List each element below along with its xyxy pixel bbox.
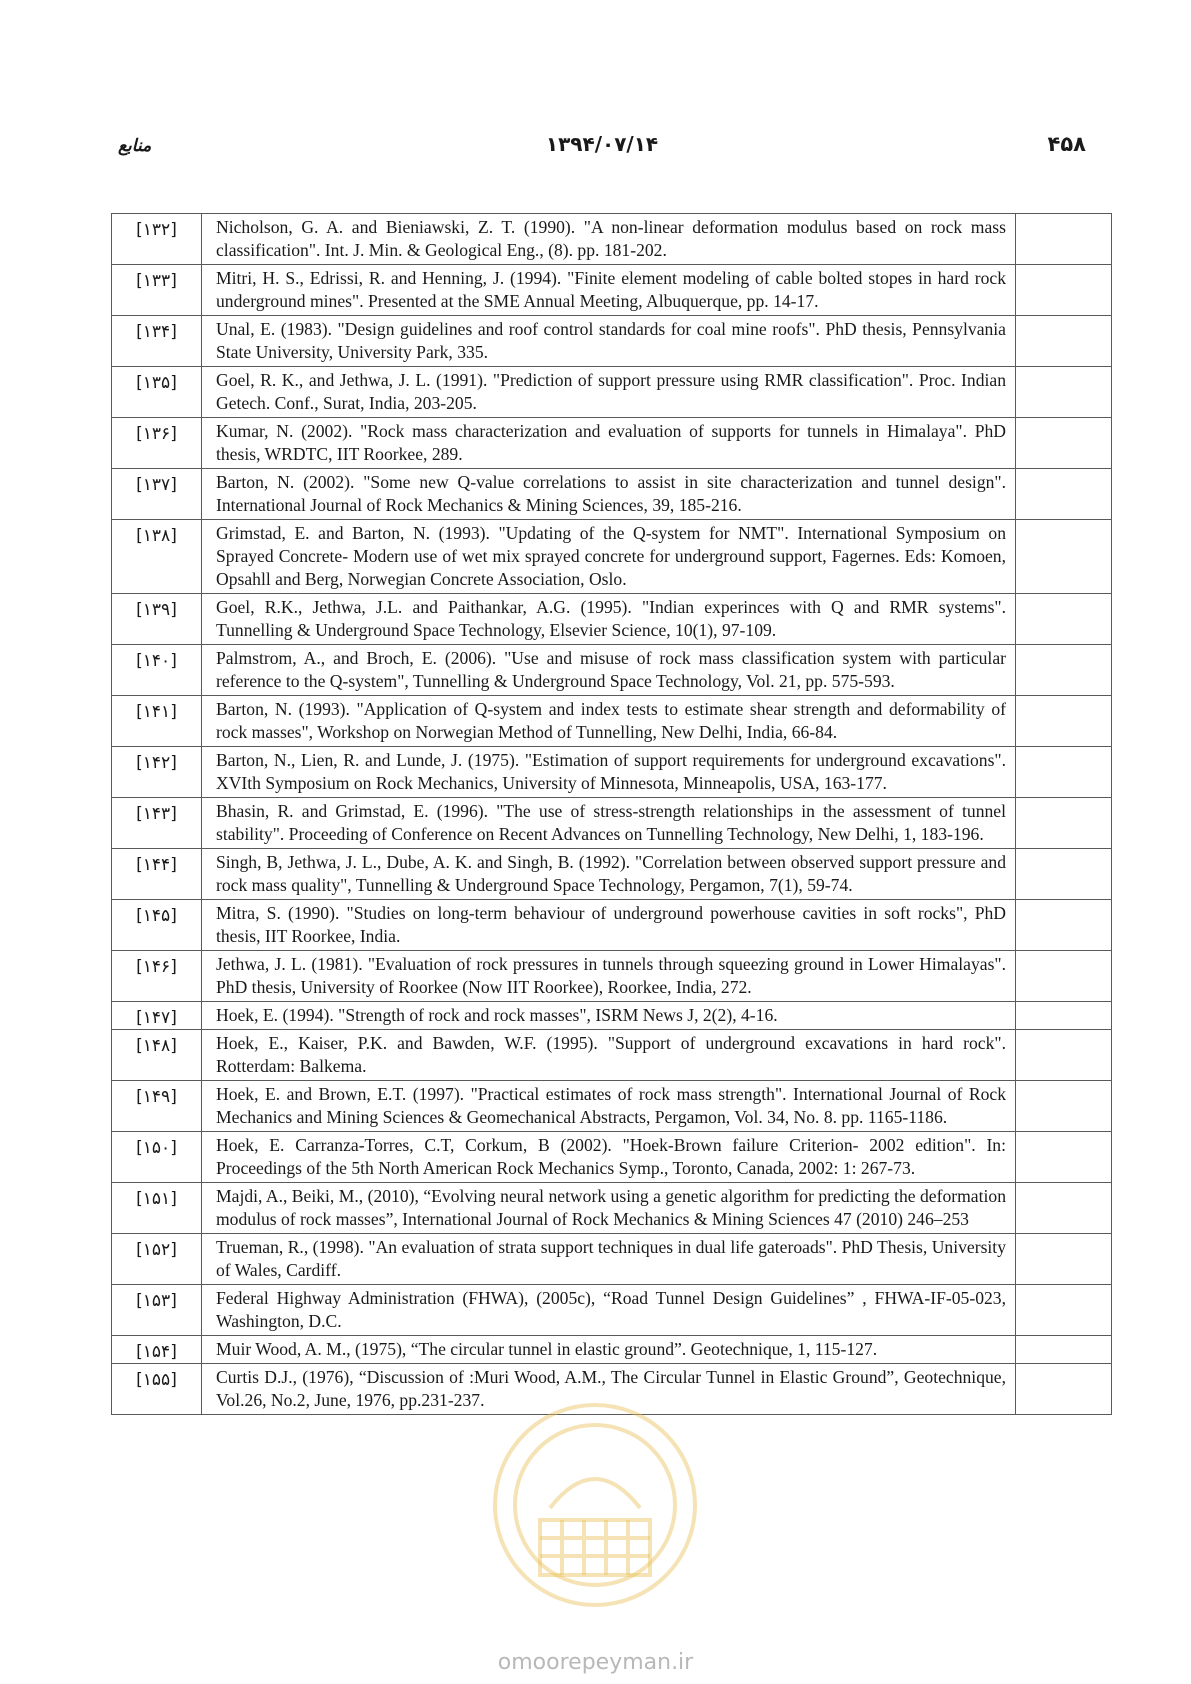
reference-number: [۱۵۱] bbox=[112, 1183, 202, 1234]
reference-text: Goel, R. K., and Jethwa, J. L. (1991). "Prediction of support pressure using RMR classification". Proc. Indian Getech. Conf., Surat, India, 203-205. bbox=[202, 367, 1016, 418]
reference-blank-cell bbox=[1016, 645, 1112, 696]
reference-blank-cell bbox=[1016, 1081, 1112, 1132]
reference-row bbox=[112, 747, 1112, 798]
reference-row bbox=[112, 1336, 1112, 1364]
reference-row bbox=[112, 1234, 1112, 1285]
reference-row bbox=[112, 1081, 1112, 1132]
reference-number: [۱۵۲] bbox=[112, 1234, 202, 1285]
reference-text: Jethwa, J. L. (1981). "Evaluation of rock pressures in tunnels through squeezing ground in Lower Himalayas". PhD thesis, University of Roorkee (Now IIT Roorkee), Roorkee, India, 272. bbox=[202, 951, 1016, 1002]
reference-text: Barton, N., Lien, R. and Lunde, J. (1975). "Estimation of support requirements for underground excavations". XVIth Symposium on Rock Mechanics, University of Minnesota, Minneapolis, USA, 163-177. bbox=[202, 747, 1016, 798]
reference-row bbox=[112, 1030, 1112, 1081]
reference-text: Goel, R.K., Jethwa, J.L. and Paithankar, A.G. (1995). "Indian experinces with Q and RMR systems". Tunnelling & Underground Space Technology, Elsevier Science, 10(1), 97-109. bbox=[202, 594, 1016, 645]
section-title: منابع bbox=[118, 136, 152, 156]
reference-number: [۱۴۹] bbox=[112, 1081, 202, 1132]
reference-row bbox=[112, 798, 1112, 849]
reference-blank-cell bbox=[1016, 1234, 1112, 1285]
reference-number: [۱۳۹] bbox=[112, 594, 202, 645]
reference-blank-cell bbox=[1016, 951, 1112, 1002]
reference-blank-cell bbox=[1016, 696, 1112, 747]
reference-blank-cell bbox=[1016, 214, 1112, 265]
reference-number: [۱۵۵] bbox=[112, 1364, 202, 1415]
reference-text: Kumar, N. (2002). "Rock mass characterization and evaluation of supports for tunnels in Himalaya". PhD thesis, WRDTC, IIT Roorkee, 289. bbox=[202, 418, 1016, 469]
reference-number: [۱۳۲] bbox=[112, 214, 202, 265]
reference-text: Curtis D.J., (1976), “Discussion of :Muri Wood, A.M., The Circular Tunnel in Elastic Ground”, Geotechnique, Vol.26, No.2, June, 1976, pp.231-237. bbox=[202, 1364, 1016, 1415]
reference-text: Barton, N. (2002). "Some new Q-value correlations to assist in site characterization and tunnel design". International Journal of Rock Mechanics & Mining Sciences, 39, 185-216. bbox=[202, 469, 1016, 520]
reference-number: [۱۴۶] bbox=[112, 951, 202, 1002]
page-number: ۴۵۸ bbox=[1047, 132, 1086, 156]
reference-blank-cell bbox=[1016, 1132, 1112, 1183]
reference-text: Unal, E. (1983). "Design guidelines and roof control standards for coal mine roofs". PhD thesis, Pennsylvania State University, University Park, 335. bbox=[202, 316, 1016, 367]
reference-text: Hoek, E. Carranza-Torres, C.T, Corkum, B (2002). "Hoek-Brown failure Criterion- 2002 edition". In: Proceedings of the 5th North American Rock Mechanics Symp., Toronto, Canada, 2002: 1: 267-73. bbox=[202, 1132, 1016, 1183]
reference-blank-cell bbox=[1016, 798, 1112, 849]
reference-row bbox=[112, 367, 1112, 418]
reference-number: [۱۳۴] bbox=[112, 316, 202, 367]
reference-number: [۱۵۳] bbox=[112, 1285, 202, 1336]
reference-text: Barton, N. (1993). "Application of Q-system and index tests to estimate shear strength and deformability of rock masses", Workshop on Norwegian Method of Tunnelling, New Delhi, India, 66-84. bbox=[202, 696, 1016, 747]
reference-text: Singh, B, Jethwa, J. L., Dube, A. K. and Singh, B. (1992). "Correlation between observed support pressure and rock mass quality", Tunnelling & Underground Space Technology, Pergamon, 7(1), 59-74. bbox=[202, 849, 1016, 900]
reference-blank-cell bbox=[1016, 1364, 1112, 1415]
reference-text: Bhasin, R. and Grimstad, E. (1996). "The use of stress-strength relationships in the assessment of tunnel stability". Proceeding of Conference on Recent Advances on Tunnelling Technology, New Delhi, 1, 183-196. bbox=[202, 798, 1016, 849]
reference-number: [۱۴۳] bbox=[112, 798, 202, 849]
page-header bbox=[118, 128, 1086, 168]
reference-row bbox=[112, 316, 1112, 367]
reference-blank-cell bbox=[1016, 1285, 1112, 1336]
reference-number: [۱۳۳] bbox=[112, 265, 202, 316]
reference-blank-cell bbox=[1016, 1030, 1112, 1081]
reference-row bbox=[112, 645, 1112, 696]
reference-blank-cell bbox=[1016, 418, 1112, 469]
reference-number: [۱۳۵] bbox=[112, 367, 202, 418]
reference-blank-cell bbox=[1016, 367, 1112, 418]
reference-row bbox=[112, 418, 1112, 469]
reference-number: [۱۴۸] bbox=[112, 1030, 202, 1081]
reference-row bbox=[112, 1364, 1112, 1415]
reference-blank-cell bbox=[1016, 265, 1112, 316]
reference-blank-cell bbox=[1016, 1183, 1112, 1234]
header-date: ۱۳۹۴/۰۷/۱۴ bbox=[545, 132, 659, 156]
reference-blank-cell bbox=[1016, 594, 1112, 645]
reference-blank-cell bbox=[1016, 316, 1112, 367]
reference-blank-cell bbox=[1016, 520, 1112, 594]
reference-text: Grimstad, E. and Barton, N. (1993). "Updating of the Q-system for NMT". International Symposium on Sprayed Concrete- Modern use of wet mix sprayed concrete for underground support, Fagernes. Eds: Komoen, Opsahll and Berg, Norwegian Concrete Association, Oslo. bbox=[202, 520, 1016, 594]
reference-row bbox=[112, 469, 1112, 520]
reference-text: Hoek, E. (1994). "Strength of rock and rock masses", ISRM News J, 2(2), 4-16. bbox=[202, 1002, 1016, 1030]
reference-text: Mitra, S. (1990). "Studies on long-term behaviour of underground powerhouse cavities in soft rocks", PhD thesis, IIT Roorkee, India. bbox=[202, 900, 1016, 951]
reference-row bbox=[112, 900, 1112, 951]
reference-text: Majdi, A., Beiki, M., (2010), “Evolving neural network using a genetic algorithm for predicting the deformation modulus of rock masses”, International Journal of Rock Mechanics & Mining Sciences 47 (2010) 246–253 bbox=[202, 1183, 1016, 1234]
reference-row bbox=[112, 1183, 1112, 1234]
reference-text: Trueman, R., (1998). "An evaluation of strata support techniques in dual life gateroads". PhD Thesis, University of Wales, Cardiff. bbox=[202, 1234, 1016, 1285]
reference-row bbox=[112, 1285, 1112, 1336]
reference-number: [۱۴۲] bbox=[112, 747, 202, 798]
reference-number: [۱۴۰] bbox=[112, 645, 202, 696]
reference-text: Nicholson, G. A. and Bieniawski, Z. T. (1990). "A non-linear deformation modulus based on rock mass classification". Int. J. Min. & Geological Eng., (8). pp. 181-202. bbox=[202, 214, 1016, 265]
reference-row bbox=[112, 594, 1112, 645]
reference-number: [۱۴۵] bbox=[112, 900, 202, 951]
reference-number: [۱۴۷] bbox=[112, 1002, 202, 1030]
reference-number: [۱۳۸] bbox=[112, 520, 202, 594]
reference-row bbox=[112, 696, 1112, 747]
reference-number: [۱۴۱] bbox=[112, 696, 202, 747]
reference-text: Palmstrom, A., and Broch, E. (2006). "Use and misuse of rock mass classification system with particular reference to the Q-system", Tunnelling & Underground Space Technology, Vol. 21, pp. 575-593. bbox=[202, 645, 1016, 696]
reference-blank-cell bbox=[1016, 900, 1112, 951]
reference-number: [۱۳۷] bbox=[112, 469, 202, 520]
reference-number: [۱۵۴] bbox=[112, 1336, 202, 1364]
reference-text: Mitri, H. S., Edrissi, R. and Henning, J. (1994). "Finite element modeling of cable bolted stopes in hard rock underground mines". Presented at the SME Annual Meeting, Albuquerque, pp. 14-17. bbox=[202, 265, 1016, 316]
reference-row bbox=[112, 849, 1112, 900]
reference-number: [۱۵۰] bbox=[112, 1132, 202, 1183]
reference-row bbox=[112, 520, 1112, 594]
reference-row bbox=[112, 265, 1112, 316]
reference-number: [۱۳۶] bbox=[112, 418, 202, 469]
reference-text: Hoek, E., Kaiser, P.K. and Bawden, W.F. (1995). "Support of underground excavations in hard rock". Rotterdam: Balkema. bbox=[202, 1030, 1016, 1081]
reference-text: Federal Highway Administration (FHWA), (2005c), “Road Tunnel Design Guidelines” , FHWA-IF-05-023, Washington, D.C. bbox=[202, 1285, 1016, 1336]
reference-blank-cell bbox=[1016, 1336, 1112, 1364]
reference-row bbox=[112, 214, 1112, 265]
reference-row bbox=[112, 1132, 1112, 1183]
reference-text: Hoek, E. and Brown, E.T. (1997). "Practical estimates of rock mass strength". International Journal of Rock Mechanics and Mining Sciences & Geomechanical Abstracts, Pergamon, Vol. 34, No. 8. pp. 1165-1186. bbox=[202, 1081, 1016, 1132]
reference-blank-cell bbox=[1016, 747, 1112, 798]
reference-blank-cell bbox=[1016, 849, 1112, 900]
watermark-logo bbox=[480, 1390, 710, 1620]
watermark-site: omoorepeyman.ir bbox=[497, 1650, 694, 1675]
reference-number: [۱۴۴] bbox=[112, 849, 202, 900]
references-table bbox=[111, 213, 1112, 1415]
reference-row bbox=[112, 951, 1112, 1002]
reference-blank-cell bbox=[1016, 1002, 1112, 1030]
reference-text: Muir Wood, A. M., (1975), “The circular tunnel in elastic ground”. Geotechnique, 1, 115-127. bbox=[202, 1336, 1016, 1364]
reference-blank-cell bbox=[1016, 469, 1112, 520]
reference-row bbox=[112, 1002, 1112, 1030]
